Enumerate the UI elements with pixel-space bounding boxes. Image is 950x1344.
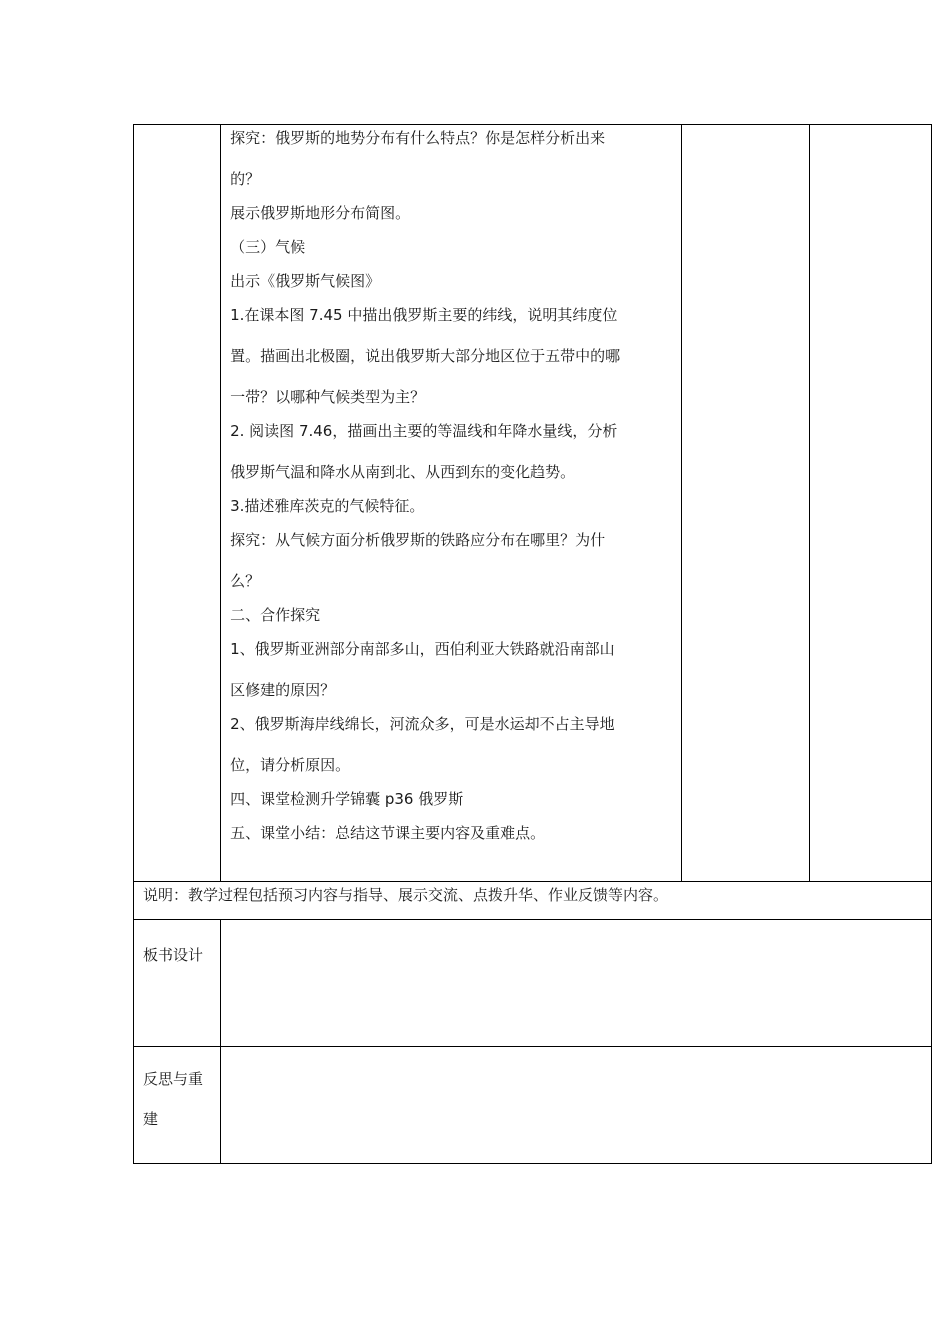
- empty-column-cell: [681, 125, 809, 882]
- process-line: 2. 阅读图 7.46，描画出主要的等温线和年降水量线，分析: [230, 422, 618, 440]
- process-line: 一带？以哪种气候类型为主？: [230, 388, 426, 406]
- empty-label-cell: [134, 125, 221, 882]
- process-line: 二、合作探究: [230, 606, 321, 624]
- process-line: 出示《俄罗斯气候图》: [230, 272, 381, 290]
- reflection-label-line: 建: [143, 1110, 159, 1128]
- teaching-process-row: [134, 125, 932, 882]
- process-line: （三）气候: [230, 238, 306, 256]
- lesson-plan-table: [133, 124, 932, 1164]
- board-design-label: 板书设计: [134, 920, 221, 1047]
- process-line: 1.在课本图 7.45 中描出俄罗斯主要的纬线，说明其纬度位: [230, 306, 618, 324]
- process-line: 区修建的原因？: [230, 681, 336, 699]
- process-line: 五、课堂小结：总结这节课主要内容及重难点。: [230, 824, 546, 842]
- process-line: 展示俄罗斯地形分布简图。: [230, 204, 411, 222]
- process-line: 么？: [230, 572, 261, 590]
- reflection-label: [134, 1047, 221, 1164]
- process-line: 1、俄罗斯亚洲部分南部多山，西伯利亚大铁路就沿南部山: [230, 640, 615, 658]
- board-design-content: [221, 920, 932, 1047]
- board-design-row: [134, 920, 932, 1047]
- process-line: 2、俄罗斯海岸线绵长，河流众多，可是水运却不占主导地: [230, 715, 615, 733]
- process-line: 位，请分析原因。: [230, 756, 351, 774]
- process-line: 的？: [230, 170, 261, 188]
- note-cell: 说明：教学过程包括预习内容与指导、展示交流、点拨升华、作业反馈等内容。: [134, 882, 932, 920]
- reflection-label-line: 反思与重: [143, 1070, 204, 1088]
- note-row: [134, 882, 932, 920]
- reflection-content: [221, 1047, 932, 1164]
- teaching-process-cell: [221, 125, 682, 882]
- empty-column-cell: [809, 125, 931, 882]
- process-line: 3.描述雅库茨克的气候特征。: [230, 497, 425, 515]
- process-line: 俄罗斯气温和降水从南到北、从西到东的变化趋势。: [230, 463, 576, 481]
- process-line: 探究：从气候方面分析俄罗斯的铁路应分布在哪里？为什: [230, 531, 606, 549]
- process-line: 四、课堂检测升学锦囊 p36 俄罗斯: [230, 790, 464, 808]
- reflection-row: [134, 1047, 932, 1164]
- process-line: 置。描画出北极圈，说出俄罗斯大部分地区位于五带中的哪: [230, 347, 621, 365]
- process-line: 探究：俄罗斯的地势分布有什么特点？你是怎样分析出来: [230, 129, 606, 147]
